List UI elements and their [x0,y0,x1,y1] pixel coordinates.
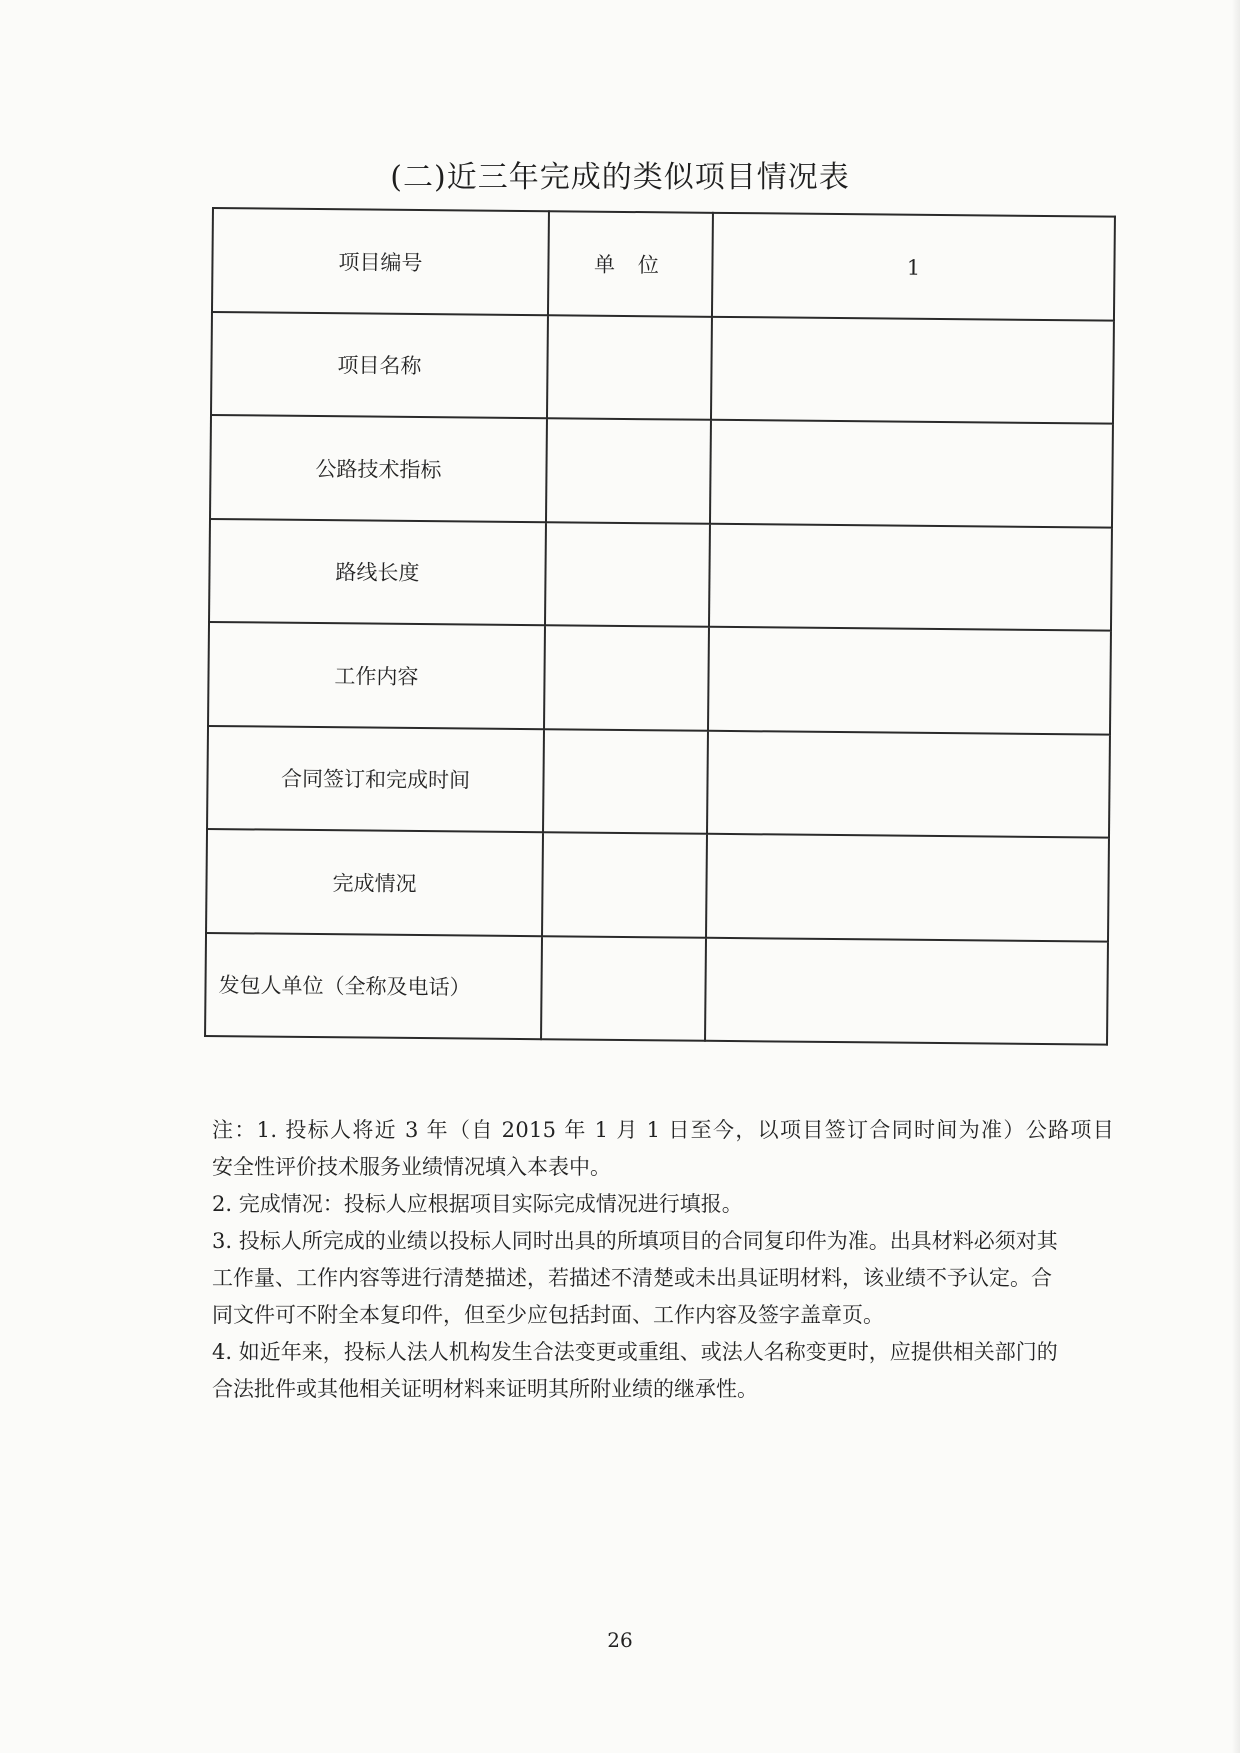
unit-label: 单 位 [548,211,713,316]
note-line: 工作量、工作内容等进行清楚描述，若描述不清楚或未出具证明材料，该业绩不予认定。合 [212,1266,1052,1290]
employer-unit-label: 发包人单位（全称及电话） [205,932,542,1039]
route-length-cell-unit [545,522,710,627]
project-name-cell-value [711,316,1114,423]
note-line: 注：1. 投标人将近 3 年（自 2015 年 1 月 1 日至今，以项目签订合同时间为准）公路项目 [212,1118,1114,1142]
table-row [206,829,1109,941]
page-title: (二)近三年完成的类似项目情况表 [390,160,850,195]
route-length-cell-value [709,523,1112,630]
note-line: 3. 投标人所完成的业绩以投标人同时出具的所填项目的合同复印件为准。出具材料必须对其 [212,1229,1058,1253]
project-name-cell-unit [547,315,712,420]
table-row [212,208,1115,320]
table-row [211,312,1114,424]
page-number: 26 [607,1628,633,1652]
project-number-label: 项目编号 [212,208,549,315]
route-length-label: 路线长度 [209,518,546,625]
highway-tech-index-cell-value [710,420,1113,527]
contract-time-cell-unit [543,729,708,834]
note-line: 合法批件或其他相关证明材料来证明其所附业绩的继承性。 [212,1377,758,1401]
table-row [207,725,1110,837]
completion-status-label: 完成情况 [206,829,543,936]
highway-tech-index-label: 公路技术指标 [210,415,547,522]
work-content-label: 工作内容 [208,622,545,729]
note-line: 同文件可不附全本复印件，但至少应包括封面、工作内容及签字盖章页。 [212,1303,884,1327]
table-row [205,932,1108,1044]
highway-tech-index-cell-unit [546,418,711,523]
work-content-cell-value [708,627,1111,734]
employer-unit-cell-value [705,937,1108,1044]
project-number-value: 1 [712,213,1115,320]
completion-status-cell-unit [542,832,707,937]
employer-unit-cell-unit [541,936,706,1041]
table-row [209,518,1112,630]
table-row [208,622,1111,734]
scan-edge-shadow [1232,0,1240,1753]
contract-time-label: 合同签订和完成时间 [207,725,544,832]
completion-status-cell-value [706,834,1109,941]
project-name-label: 项目名称 [211,312,548,419]
table-row [210,415,1113,527]
notes-section [212,1112,1114,1408]
work-content-cell-unit [544,625,709,730]
similar-projects-table [204,207,1116,1046]
contract-time-cell-value [707,730,1110,837]
note-line: 2. 完成情况：投标人应根据项目实际完成情况进行填报。 [212,1192,743,1216]
note-line: 4. 如近年来，投标人法人机构发生合法变更或重组、或法人名称变更时，应提供相关部门的 [212,1340,1058,1364]
note-line: 安全性评价技术服务业绩情况填入本表中。 [212,1155,611,1179]
